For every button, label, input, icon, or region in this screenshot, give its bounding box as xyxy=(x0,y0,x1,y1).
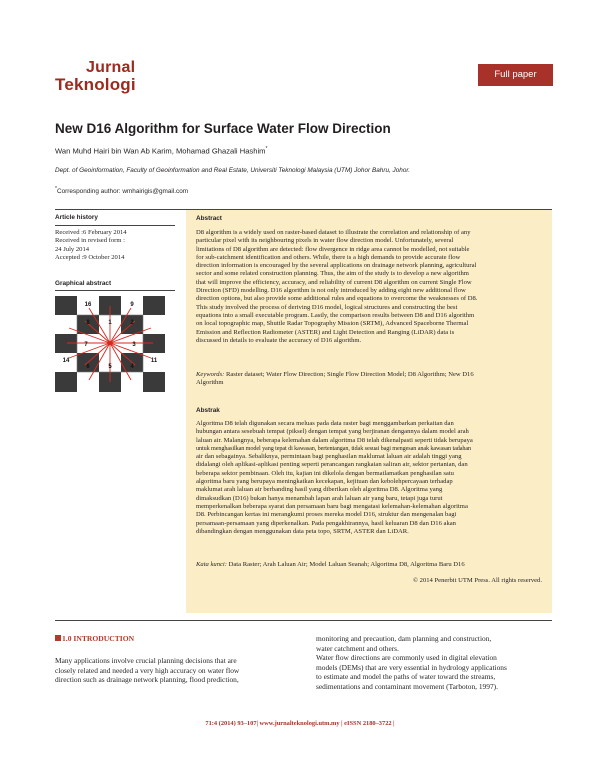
page-footer: 71:4 (2014) 93–107| www.jurnalteknologi.utm.my | eISSN 2180–3722 | xyxy=(205,720,395,727)
history-line: 24 July 2014 xyxy=(55,245,90,253)
intro-line: Water flow directions are commonly used in digital elevation xyxy=(316,653,497,662)
abstract-line: direction options, but also provide some additional rules and equations to overcome the weaknesses of D8. xyxy=(196,295,478,303)
section-marker xyxy=(55,635,61,641)
abstrak-keywords xyxy=(196,561,540,569)
label-n9: 9 xyxy=(130,302,134,308)
grid-cell xyxy=(55,334,77,353)
abstrak-heading: Abstrak xyxy=(196,407,220,414)
abstrak-line: dimaksudkan (D16) bukan hanya menambah lapan arah laluan air yang baru, tetapi juga turut xyxy=(196,494,443,502)
label-n16: 16 xyxy=(84,302,92,308)
abstract-line: on local topographic map, Shuttle Radar Topography Mission (SRTM), Advanced Spaceborne Thermal xyxy=(196,320,469,328)
keywords-label: Keywords: xyxy=(196,371,225,378)
history-line: Received :6 February 2014 xyxy=(55,229,127,236)
abstrak-line: persamaan-persamaan yang diperkenalkan. Pada pengakhirannya, hasil keluaran D8 dan D16 akan xyxy=(196,519,456,527)
intro-line: direction such as drainage network planning, flood prediction, xyxy=(55,675,239,684)
abstrak-line: laluan air. Malangnya, beberapa kelemahan dalam algoritma D8 telah dikenalpasti seperti tidak berupaya xyxy=(196,436,473,444)
abstract-heading: Abstract xyxy=(196,215,222,222)
abstrak-line: dibandingkan dengan menggunakan data peta topo, SRTM, ASTER dan LiDAR. xyxy=(196,527,409,535)
center-cell-dot xyxy=(108,341,112,345)
intro-line: models (DEMs) that are very essential in hydrology applications xyxy=(316,662,507,672)
intro-line: Many applications involve crucial planning decisions that are xyxy=(55,656,237,665)
graphical-abstract-figure xyxy=(55,296,165,392)
abstract-body xyxy=(196,229,540,345)
label-n7: 7 xyxy=(84,342,88,348)
history-line: Received in revised form : xyxy=(55,237,125,245)
history-rule xyxy=(55,225,175,226)
grid-cell xyxy=(55,372,77,392)
graphical-rule xyxy=(55,290,175,291)
body-rule xyxy=(55,620,552,621)
abstract-line: limitations of D8 algorithm are detected: flow divergence in ridge area cannot be modelled, not suitable xyxy=(196,245,470,253)
label-n8: 8 xyxy=(86,320,90,326)
abstrak-line: algoritma baru yang berupaya meningkatkan kecekapan, kejituan dan kebolehpercayaan terhadap xyxy=(196,478,453,486)
abstrak-line: memperkenalkan beberapa syarat dan persamaan baru bagi mengatasi kelemahan-kelemahan algoritma xyxy=(196,502,468,510)
paper-authors xyxy=(55,146,267,156)
authors-text: Wan Muhd Hairi bin Wan Ab Karim, Mohamad Ghazali Hashim xyxy=(55,146,266,156)
authors-mark: * xyxy=(265,146,268,152)
intro-left-column xyxy=(55,656,298,685)
intro-right-column xyxy=(316,634,554,691)
abstrak-line: didalangi oleh aplikasi-aplikasi penting seperti perancangan rangkaian saliran air, sektor pertanian, dan xyxy=(196,461,468,469)
introduction-heading-text: 1.0 INTRODUCTION xyxy=(62,634,135,643)
label-n4: 4 xyxy=(130,364,134,370)
abstract-line: equations into a small executable program. Lastly, the comparison results between D8 and D16 algorithm xyxy=(196,311,475,319)
grid-cell xyxy=(143,372,165,392)
label-n6: 6 xyxy=(86,364,90,370)
journal-logo-line2: Teknologi xyxy=(55,75,136,94)
abstrak-line: maklumat arah laluan air berbanding hasil yang diberikan oleh algoritma D8. Algoritma yang xyxy=(196,486,443,494)
label-n15: 15 xyxy=(128,381,136,387)
abstract-line: direction information is encouraged by the several applications on drainage network planning, agricultural xyxy=(196,262,477,270)
grid-cell xyxy=(143,334,165,353)
abstract-line: Emission and Reflection Radiometer (ASTER) and Light Detection and Ranging (LiDAR) data is xyxy=(196,328,455,336)
abstract-line: This study involved the process of deriving D16 model, logical structures and constructing the best xyxy=(196,303,458,311)
keywords-line xyxy=(196,371,540,379)
intro-line: closely related and needed a very high accuracy on water flow xyxy=(55,665,240,675)
kata-kunci-label: Kata kunci: xyxy=(196,561,227,568)
grid-cell xyxy=(55,296,77,315)
intro-line: to estimate and model the paths of water toward the streams, xyxy=(316,672,496,681)
article-history xyxy=(55,229,180,263)
introduction-heading xyxy=(55,634,134,643)
intro-line: monitoring and precaution, dam planning and construction, xyxy=(316,634,492,643)
abstract-line: sector and some related construction planning. Thus, the aim of the study is to develop a new algorithm xyxy=(196,270,469,278)
journal-logo-line1: Jurnal xyxy=(86,59,136,76)
kata-kunci-text: Data Raster; Arah Laluan Air; Model Laluan Seanah; Algoritma D8, Algoritma Baru D16 xyxy=(226,561,465,568)
corresp-text: Corresponding author: wmhairigis@gmail.com xyxy=(56,188,189,196)
keywords-text: Raster dataset; Water Flow Direction; Single Flow Direction Model; D8 Algorithm; New D16 xyxy=(224,371,474,378)
abstract-line: that will improve the efficiency, accuracy, and reliability of current D8 algorithm on current Single Flow xyxy=(196,278,472,286)
abstract-line: Direction (SFD) modelling. D16 algorithm is not only introduced by adding eight new additional flow xyxy=(196,287,466,295)
abstrak-line: hubungan antara sesebuah tempat (piksel) dengan tempat yang berjiranan dengannya dalam model arah xyxy=(196,428,469,436)
abstract-line: D8 algorithm is a widely used on raster-based dataset to illustrate the correlation and relationship of any xyxy=(196,229,471,236)
label-n3: 3 xyxy=(132,342,136,348)
abstrak-line: untuk menghasilkan model yang tepat di kawasan, bertentangan, tidak sesuai bagi mengesan anak kawasan tadahan xyxy=(196,444,472,452)
abstrak-body xyxy=(196,420,540,536)
intro-line: water catchment and others. xyxy=(316,643,399,653)
label-n14: 14 xyxy=(62,358,70,364)
copyright: © 2014 Penerbit UTM Press. All rights reserved. xyxy=(413,577,542,584)
full-paper-badge: Full paper xyxy=(478,64,553,86)
label-n13: 13 xyxy=(84,381,92,387)
intro-line: sedimentations and contaminant movement (Tarboton, 1997). xyxy=(316,681,498,691)
abstrak-line: air dan sebagainya. Sebaliknya, permintaan bagi penghasilan maklumat laluan air adalah tinggi yang xyxy=(196,453,462,461)
label-n2: 2 xyxy=(130,320,134,326)
abstract-line: discussed in details to evaluate the accuracy of D16 algorithm. xyxy=(196,336,362,344)
paper-affiliation: Dept. of Geoinformation, Faculty of Geoinformation and Real Estate, Universiti Teknologi Malaysia (UTM) Johor Bahru, Johor. xyxy=(55,167,411,174)
abstrak-line: Algoritma D8 telah digunakan secara meluas pada data raster bagi menggambarkan perkaitan dan xyxy=(196,420,454,427)
label-n5: 5 xyxy=(108,364,112,370)
abstrak-line: beberapa sektor pembinaan. Oleh itu, kajian ini dikelola dengan bermatlamatkan penghasilan satu xyxy=(196,469,454,477)
kata-kunci-line xyxy=(196,561,540,569)
corresp-mark: * xyxy=(55,186,57,192)
label-n11: 11 xyxy=(150,358,158,364)
grid-cell xyxy=(143,296,165,315)
graphical-abstract-heading: Graphical abstract xyxy=(55,280,112,287)
abstract-keywords xyxy=(196,371,540,388)
history-heading: Article history xyxy=(55,214,98,221)
keywords-line-2: Algorithm xyxy=(196,379,224,387)
label-n1: 1 xyxy=(108,320,112,326)
history-line: Accepted :9 October 2014 xyxy=(55,254,125,262)
abstract-line: particular pixel with its neighbouring pixels in water flow direction model. Unfortunately, several xyxy=(196,237,454,245)
abstract-line: for sub-catchment identification and others. While, there is a high demands to provide accurate flow xyxy=(196,253,461,261)
paper-title: New D16 Algorithm for Surface Water Flow Direction xyxy=(55,121,391,136)
label-n10: 10 xyxy=(150,324,158,330)
label-n12: 12 xyxy=(62,324,70,330)
corresponding-author xyxy=(55,186,188,195)
abstrak-line: D8. Perbincangan kertas ini merangkumi proses mereka model D16, struktur dan mengenalan bagi xyxy=(196,511,457,519)
